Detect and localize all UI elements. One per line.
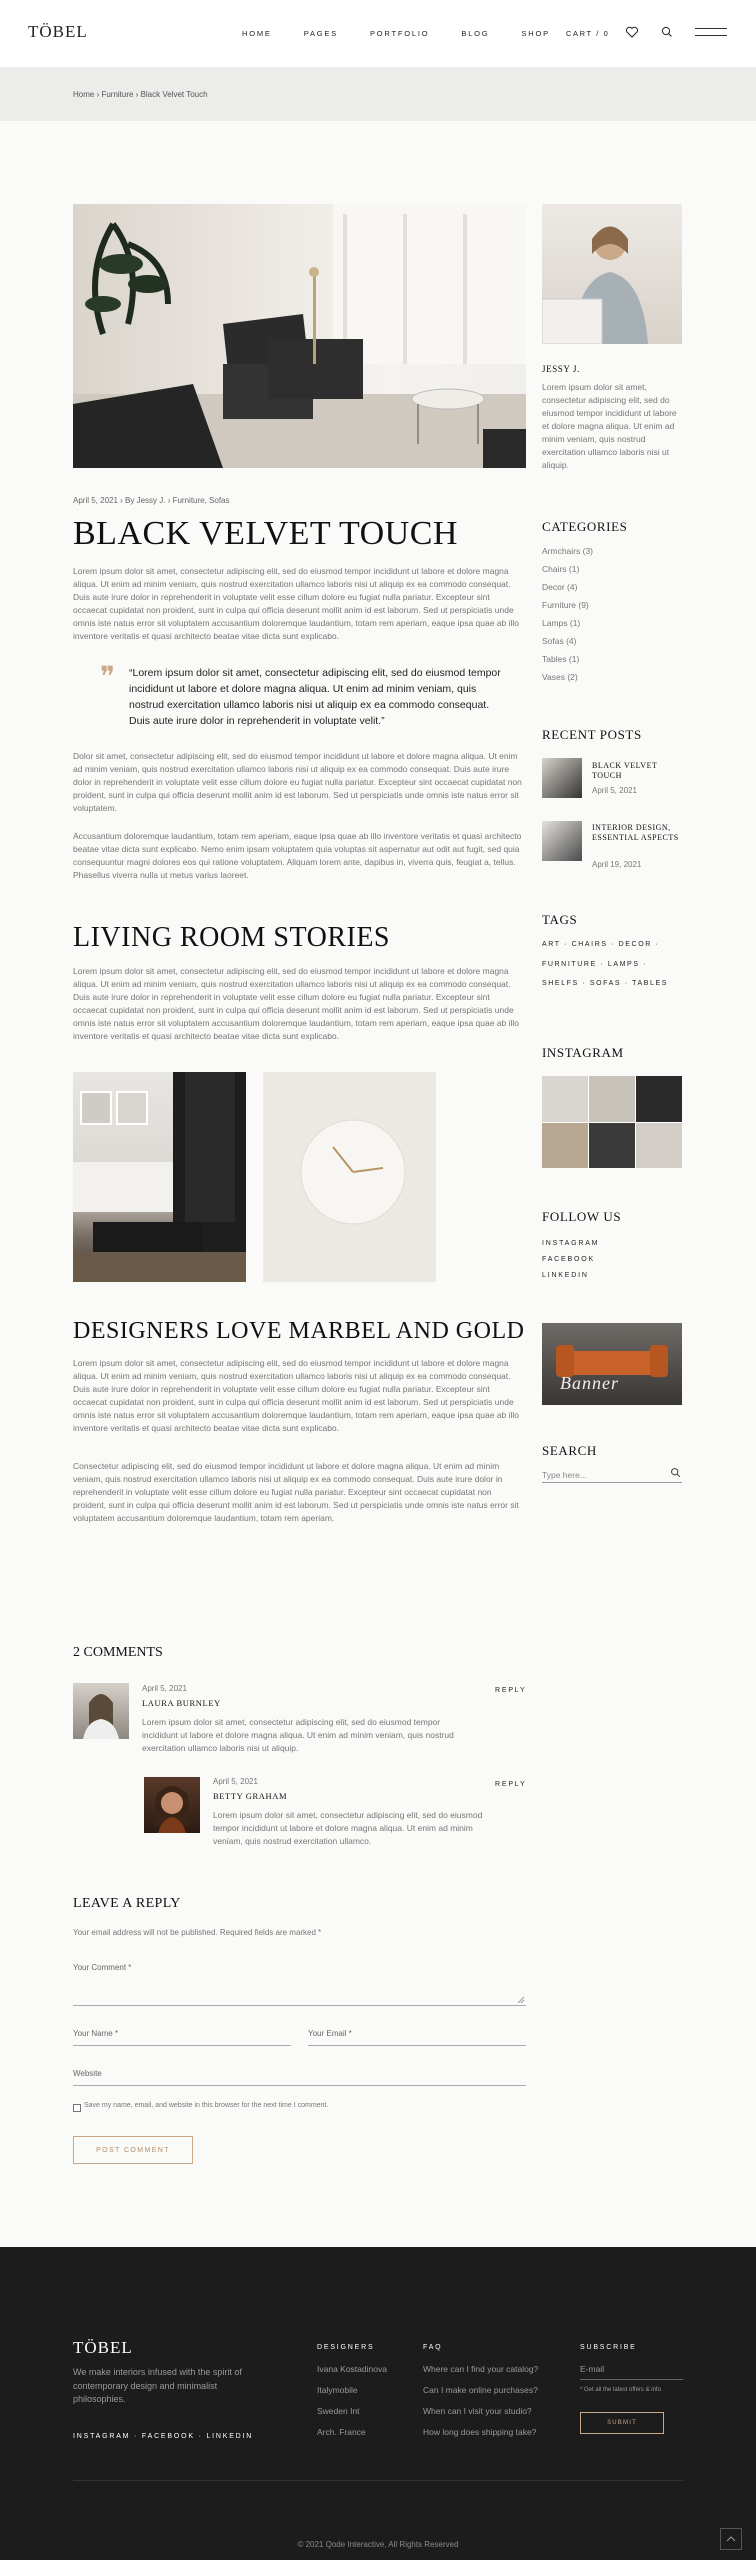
name-field-underline xyxy=(73,2045,291,2046)
instagram-photo[interactable] xyxy=(589,1076,635,1122)
breadcrumb[interactable]: Home › Furniture › Black Velvet Touch xyxy=(73,90,208,99)
avatar xyxy=(144,1777,200,1833)
quote-icon: ❞ xyxy=(100,662,116,693)
category-decor[interactable]: Decor (4) xyxy=(542,582,578,592)
footer-subscribe-title: SUBSCRIBE xyxy=(580,2344,637,2351)
newsletter-note: * Get all the latest offers & info xyxy=(580,2387,661,2393)
footer-faq-link[interactable]: Where can I find your catalog? xyxy=(423,2364,539,2374)
copyright: © 2021 Qode Interactive, All Rights Reserved xyxy=(297,2540,459,2549)
recent-post-thumb[interactable] xyxy=(542,821,582,861)
leave-reply-title: LEAVE A REPLY xyxy=(73,1896,181,1911)
author-bio: Lorem ipsum dolor sit amet, consectetur adipiscing elit, sed do eiusmod tempor incididunt ut labore et dolore magna aliqua. Ut enim ad minim veniam, quis nostrud exercitation ullamco laboris nisi ut aliquip. xyxy=(542,382,677,470)
section-text-marbel-gold: Lorem ipsum dolor sit amet, consectetur adipiscing elit, sed do eiusmod tempor incididunt ut labore et dolore magna aliqua. Ut enim ad minim veniam, quis nostrud exercitation ullamco laboris nisi ut aliquip ex ea commodo consequat. Duis aute irure dolor in reprehenderit in voluptate velit esse cillum dolore eu fugiat nulla pariatur. Excepteur sint occaecat cupidatat non proident, sunt in culpa qui officia deserunt mollit anim id est laborum. Sed ut perspiciatis unde omnis iste natus error sit voluptatem accusantium doloremque laudantium, totam rem aperiam, eaque ipsa quae ab illo inventore veritatis et quasi architecto beatae vitae dicta sunt explicabo. xyxy=(73,1358,520,1433)
recent-post-date: April 19, 2021 xyxy=(592,860,642,869)
post-meta[interactable]: April 5, 2021 › By Jessy J. › Furniture, Sofas xyxy=(73,496,230,505)
category-sofas[interactable]: Sofas (4) xyxy=(542,636,577,646)
follow-instagram[interactable]: INSTAGRAM xyxy=(542,1240,600,1247)
recent-post-date: April 5, 2021 xyxy=(592,786,637,795)
section-text-marbel-gold-2: Consectetur adipiscing elit, sed do eiusmod tempor incididunt ut labore et dolore magna aliqua. Ut enim ad minim veniam, quis nostrud exercitation ullamco laboris nisi ut aliquip ex ea commodo consequat. Duis aute irure dolor in reprehenderit in voluptate velit esse cillum dolore eu fugiat nulla pariatur. Excepteur sint occaecat cupidatat non proident, sunt in culpa qui officia deserunt mollit anim id est laborum. Sed ut perspiciatis unde omnis iste natus error sit voluptatem accusantium doloremque laudantium, totam rem aperiam. xyxy=(73,1461,519,1523)
newsletter-email-underline xyxy=(580,2379,683,2380)
avatar xyxy=(73,1683,129,1739)
footer-faq-link[interactable]: When can I visit your studio? xyxy=(423,2406,532,2416)
comment-text: Lorem ipsum dolor sit amet, consectetur adipiscing elit, sed do eiusmod tempor incididunt ut labore et dolore magna aliqua. Ut enim ad minim veniam, quis nostrud exercitation ullamco. xyxy=(213,1810,483,1846)
instagram-photo[interactable] xyxy=(636,1076,682,1122)
wall-clock-image xyxy=(263,1072,436,1282)
category-armchairs[interactable]: Armchairs (3) xyxy=(542,546,594,556)
post-quote: “Lorem ipsum dolor sit amet, consectetur adipiscing elit, sed do eiusmod tempor incididunt ut labore et dolore magna aliqua. Ut enim ad minim veniam, quis nostrud exercitation ullamco laboris nisi ut aliquip ex ea commodo consequat. Duis aute irure dolor in reprehenderit in voluptate velit.” xyxy=(129,667,501,727)
search-underline xyxy=(542,1482,682,1483)
site-logo[interactable]: TÖBEL xyxy=(28,22,88,41)
reply-button[interactable]: REPLY xyxy=(495,1687,527,1694)
nav-portfolio[interactable]: PORTFOLIO xyxy=(370,29,430,38)
category-furniture[interactable]: Furniture (9) xyxy=(542,600,589,610)
tag-cloud[interactable]: ART · CHAIRS · DECOR · FURNITURE · LAMPS · SHELFS · SOFAS · TABLES xyxy=(542,941,669,987)
menu-icon[interactable] xyxy=(695,28,727,36)
nav-blog[interactable]: BLOG xyxy=(461,29,490,38)
nav-shop[interactable]: SHOP xyxy=(521,29,550,38)
back-to-top-button[interactable] xyxy=(720,2528,742,2550)
footer-designer-link[interactable]: Arch. France xyxy=(317,2427,366,2437)
author-photo xyxy=(542,204,682,344)
category-chairs[interactable]: Chairs (1) xyxy=(542,564,580,574)
save-info-label: Save my name, email, and website in this browser for the next time I comment. xyxy=(84,2102,329,2109)
category-lamps[interactable]: Lamps (1) xyxy=(542,618,581,628)
follow-linkedin[interactable]: LINKEDIN xyxy=(542,1272,589,1279)
footer-designer-link[interactable]: Italymobile xyxy=(317,2385,358,2395)
nav-home[interactable]: HOME xyxy=(242,29,272,38)
footer-faq-link[interactable]: Can I make online purchases? xyxy=(423,2385,538,2395)
chevron-up-icon xyxy=(721,2529,741,2549)
website-field-underline xyxy=(73,2085,526,2086)
comment-author: BETTY GRAHAM xyxy=(213,1791,288,1801)
comment-author: LAURA BURNLEY xyxy=(142,1698,221,1708)
search-icon[interactable] xyxy=(660,25,674,39)
post-title: BLACK VELVET TOUCH xyxy=(73,515,458,552)
search-title: SEARCH xyxy=(542,1443,597,1458)
footer-divider xyxy=(73,2480,683,2481)
living-room-image xyxy=(73,1072,246,1282)
comment-text: Lorem ipsum dolor sit amet, consectetur adipiscing elit, sed do eiusmod tempor incididunt ut labore et dolore magna aliqua. Ut enim ad minim veniam, quis nostrud exercitation ullamco laboris nisi ut aliquip. xyxy=(142,1717,454,1753)
category-tables[interactable]: Tables (1) xyxy=(542,654,580,664)
footer-social-links[interactable]: INSTAGRAM · FACEBOOK · LINKEDIN xyxy=(73,2433,254,2440)
follow-facebook[interactable]: FACEBOOK xyxy=(542,1256,595,1263)
nav-pages[interactable]: PAGES xyxy=(303,29,338,38)
email-field-underline xyxy=(308,2045,526,2046)
instagram-photo[interactable] xyxy=(542,1123,588,1169)
comment-date: April 5, 2021 xyxy=(142,1684,187,1693)
form-note: Your email address will not be published. Required fields are marked * xyxy=(73,1928,322,1937)
recent-post-title[interactable]: BLACK VELVET TOUCH xyxy=(592,761,658,780)
post-intro: Lorem ipsum dolor sit amet, consectetur adipiscing elit, sed do eiusmod tempor incididunt ut labore et dolore magna aliqua. Ut enim ad minim veniam, quis nostrud exercitation ullamco laboris nisi ut aliquip ex ea commodo consequat. Duis aute irure dolor in reprehenderit in voluptate velit esse cillum dolore eu fugiat nulla pariatur. Excepteur sint occaecat cupidatat non proident, sunt in culpa qui officia deserunt mollit anim id est laborum. Sed ut perspiciatis unde omnis iste natus error sit voluptatem accusantium doloremque laudantium, totam rem aperiam, eaque ipsa quae ab illo inventore veritatis et quasi architecto beatae vitae dicta sunt explicabo. xyxy=(73,566,520,641)
section-title-marbel-gold: DESIGNERS LOVE MARBEL AND GOLD xyxy=(73,1318,525,1344)
instagram-grid[interactable] xyxy=(542,1076,682,1168)
recent-posts-title: RECENT POSTS xyxy=(542,727,642,742)
footer-description: We make interiors infused with the spirit of contemporary design and minimalist philosophies. xyxy=(73,2367,242,2404)
save-info-checkbox[interactable] xyxy=(73,2104,81,2112)
post-paragraph-2: Dolor sit amet, consectetur adipiscing elit, sed do eiusmod tempor incididunt ut labore et dolore magna aliqua. Ut enim ad minim veniam, quis nostrud exercitation ullamco laboris nisi ut aliquip ex ea commodo consequat. Duis aute irure dolor in reprehenderit in voluptate velit esse cillum dolore eu fugiat nulla pariatur. Excepteur sint occaecat cupidatat non proident, sunt in culpa qui officia deserunt mollit anim id est laborum. Sed ut perspiciatis unde omnis iste natus error sit voluptatem. xyxy=(73,751,522,813)
recent-post-title[interactable]: INTERIOR DESIGN, ESSENTIAL ASPECTS xyxy=(592,823,679,842)
footer-designer-link[interactable]: Sweden Int xyxy=(317,2406,360,2416)
cart-link[interactable]: CART / 0 xyxy=(566,29,610,38)
resize-handle-icon[interactable] xyxy=(517,1996,525,2004)
comment-date: April 5, 2021 xyxy=(213,1777,258,1786)
instagram-photo[interactable] xyxy=(589,1123,635,1169)
footer-designer-link[interactable]: Ivana Kostadinova xyxy=(317,2364,387,2374)
newsletter-submit-button[interactable]: SUBMIT xyxy=(580,2412,664,2434)
post-comment-button[interactable]: POST COMMENT xyxy=(73,2136,193,2164)
reply-button[interactable]: REPLY xyxy=(495,1781,527,1788)
instagram-photo[interactable] xyxy=(542,1076,588,1122)
categories-title: CATEGORIES xyxy=(542,519,628,534)
search-icon[interactable] xyxy=(670,1467,681,1478)
banner-label: Banner xyxy=(560,1373,619,1393)
comment-field-underline xyxy=(73,2005,526,2006)
newsletter-email-input[interactable]: E-mail xyxy=(580,2364,605,2374)
section-title-living-room: LIVING ROOM STORIES xyxy=(73,922,390,953)
sidebar-banner[interactable] xyxy=(542,1323,682,1405)
name-field[interactable]: Your Name * xyxy=(73,2029,119,2038)
tags-title: TAGS xyxy=(542,912,578,927)
heart-icon[interactable] xyxy=(625,25,639,39)
sidebar-search-input[interactable]: Type here... xyxy=(542,1470,587,1480)
instagram-photo[interactable] xyxy=(636,1123,682,1169)
category-vases[interactable]: Vases (2) xyxy=(542,672,578,682)
footer-designers-title: DESIGNERS xyxy=(317,2344,375,2351)
email-field[interactable]: Your Email * xyxy=(308,2029,352,2038)
instagram-title: INSTAGRAM xyxy=(542,1045,624,1060)
post-paragraph-3: Accusantium doloremque laudantium, totam rem aperiam, eaque ipsa quae ab illo inventore veritatis et quasi architecto beatae vitae dicta sunt explicabo. Nemo enim ipsam voluptatem quia voluptas sit aspernatur aut odit aut fugit, sed quia consequuntur magni dolores eos qui ratione voluptatem. Aliquam lorem ante, dapibus in, viverra quis, feugiat a, tellus. Phasellus viverra nulla ut metus varius laoreet. xyxy=(73,831,522,880)
website-field[interactable]: Website xyxy=(73,2069,102,2078)
main-nav xyxy=(242,29,582,38)
footer-logo[interactable]: TÖBEL xyxy=(73,2338,133,2357)
footer-faq-link[interactable]: How long does shipping take? xyxy=(423,2427,537,2437)
site-header xyxy=(0,0,756,67)
comment-field[interactable]: Your Comment * xyxy=(73,1963,132,1972)
recent-post-thumb[interactable] xyxy=(542,758,582,798)
comments-title: 2 COMMENTS xyxy=(73,1645,163,1660)
section-text-living-room: Lorem ipsum dolor sit amet, consectetur adipiscing elit, sed do eiusmod tempor incididunt ut labore et dolore magna aliqua. Ut enim ad minim veniam, quis nostrud exercitation ullamco laboris nisi ut aliquip ex ea commodo consequat. Duis aute irure dolor in reprehenderit in voluptate velit esse cillum dolore eu fugiat nulla pariatur. Excepteur sint occaecat cupidatat non proident, sunt in culpa qui officia deserunt mollit anim id est laborum. Sed ut perspiciatis unde omnis iste natus error sit voluptatem accusantium doloremque laudantium, totam rem aperiam, eaque ipsa quae ab illo inventore veritatis et quasi architecto beatae vitae dicta sunt explicabo. xyxy=(73,966,520,1041)
follow-us-title: FOLLOW US xyxy=(542,1209,622,1224)
footer-faq-title: FAQ xyxy=(423,2344,443,2351)
hero-image xyxy=(73,204,526,468)
author-name: JESSY J. xyxy=(542,364,580,374)
